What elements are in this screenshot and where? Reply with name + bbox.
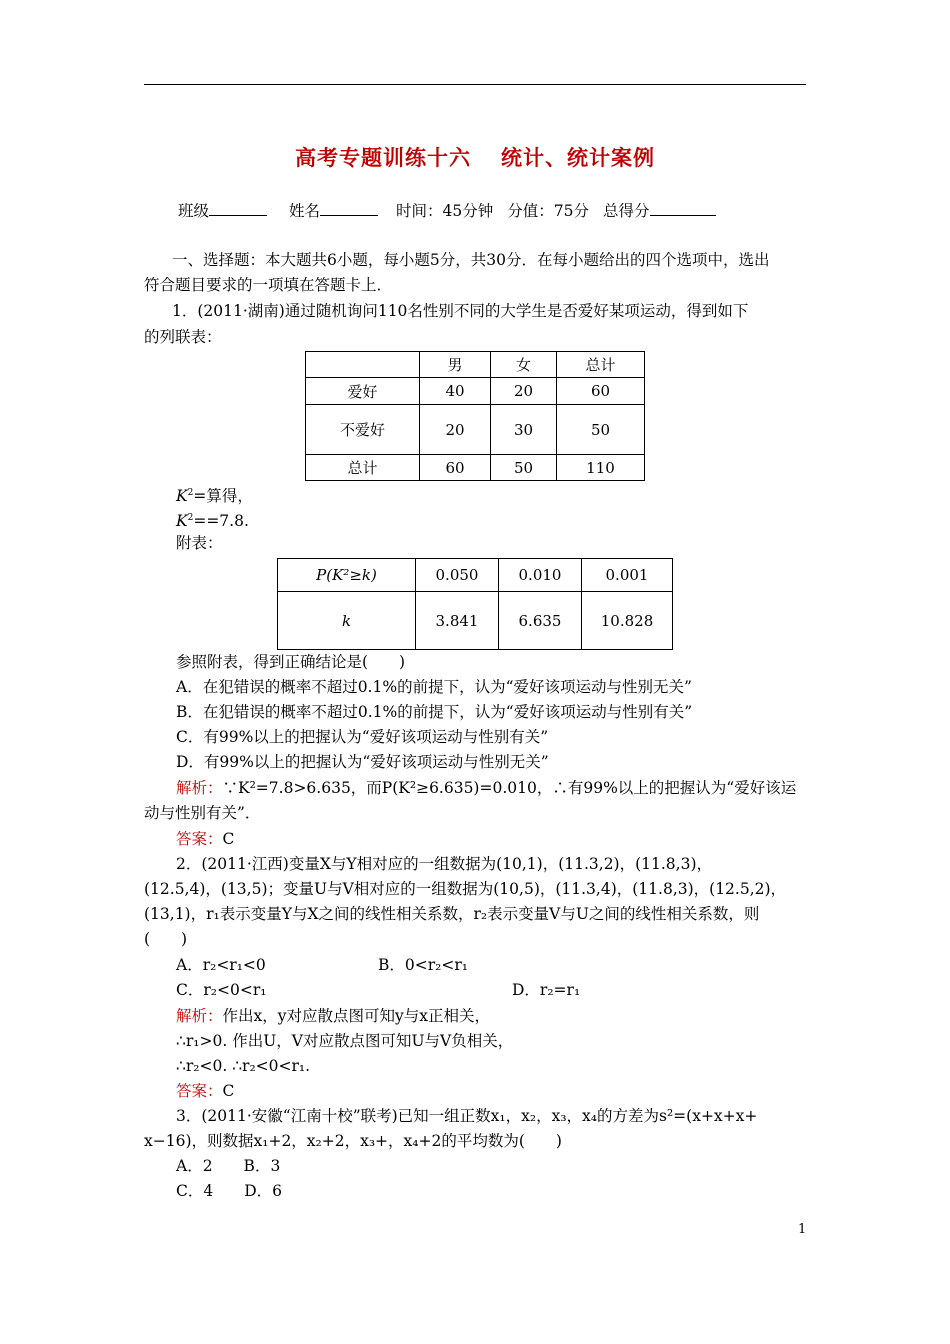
table2-cell: 3.841 (416, 592, 499, 650)
table1-header-cell: 女 (491, 352, 557, 378)
q1-option-d: D．有99%以上的把握认为“爱好该项运动与性别无关” (176, 753, 549, 771)
header-rule (144, 84, 806, 85)
q2-analysis-3: ∴r₂<0. ∴r₂<0<r₁. (176, 1057, 311, 1075)
table1-cell: 20 (491, 378, 557, 405)
table1-cell: 20 (420, 405, 491, 455)
score-label: 分值：75分 (507, 202, 589, 220)
q1-analysis-label: 解析： (176, 779, 223, 797)
table1-cell: 50 (491, 455, 557, 481)
q1-analysis-2: 动与性别有关”． (144, 804, 261, 822)
q2-stem-4: ( ) (144, 930, 188, 948)
q1-option-a: A．在犯错误的概率不超过0.1%的前提下，认为“爱好该项运动与性别无关” (176, 678, 692, 696)
table2-cell: 10.828 (582, 592, 673, 650)
table2-cell: 0.050 (416, 559, 499, 592)
q1-option-c: C．有99%以上的把握认为“爱好该项运动与性别有关” (176, 728, 549, 746)
table1-cell: 60 (420, 455, 491, 481)
q1-analysis-1: 解析：∵K²=7.8>6.635，而P(K²≥6.635)=0.010，∴有99%以上的把握认为“爱好该运 (176, 779, 797, 797)
appendix-label: 附表： (176, 534, 223, 552)
q3-stem-2: x−16)，则数据x₁+2，x₂+2，x₃+，x₄+2的平均数为( ) (144, 1132, 562, 1150)
q2-option-d: D．r₂=r₁ (512, 981, 581, 999)
name-label: 姓名 (289, 202, 321, 220)
table1-header-cell (306, 352, 420, 378)
title-main: 高考专题训练十六 (295, 145, 471, 170)
table1-header-cell: 男 (420, 352, 491, 378)
info-line (178, 201, 716, 221)
section-instruction-1: 一、选择题：本大题共6小题，每小题5分，共30分．在每小题给出的四个选项中，选出 (172, 251, 770, 269)
q1-answer: 答案：C (176, 830, 235, 848)
title-sub: 统计、统计案例 (501, 145, 655, 170)
table1-header-cell: 总计 (557, 352, 645, 378)
q2-analysis-1: 解析：作出x，y对应散点图可知y与x正相关， (176, 1007, 491, 1025)
q2-stem-2: (12.5,4)，(13,5)；变量U与V相对应的一组数据为(10,5)，(11.3,4)，(11.8,3)，(12.5,2)， (144, 880, 787, 898)
table1-row-label: 不爱好 (306, 405, 420, 455)
table2-row-label: k (278, 592, 416, 650)
q2-stem-1: 2．(2011·江西)变量X与Y相对应的一组数据为(10,1)，(11.3,2)，(11.8,3)， (176, 855, 712, 873)
table2-cell: 0.001 (582, 559, 673, 592)
q1-stem-2: 的列联表： (144, 328, 222, 346)
q2-option-c: C．r₂<0<r₁ (176, 981, 267, 999)
q1-stem-1: 1．(2011·湖南)通过随机询问110名性别不同的大学生是否爱好某项运动，得到如下 (172, 302, 749, 320)
table1-cell: 50 (557, 405, 645, 455)
q2-answer: 答案：C (176, 1082, 235, 1100)
k2-line-2: $K^2==7.8$. (176, 512, 249, 530)
q1-answer-label: 答案： (176, 830, 223, 848)
class-label: 班级 (178, 202, 210, 220)
k2-line-1: $K^2=$算得， (176, 487, 253, 505)
table1-cell: 110 (557, 455, 645, 481)
q2-analysis-label: 解析： (176, 1007, 223, 1025)
q3-options-cd: C．4 D．6 (176, 1182, 283, 1200)
q2-option-b: B．0<r₂<r₁ (378, 956, 468, 974)
class-blank (209, 201, 267, 216)
q3-stem-1: 3．(2011·安徽“江南十校”联考)已知一组正数x₁，x₂，x₃，x₄的方差为s²=(x+x+x+ (176, 1107, 758, 1125)
q2-option-a: A．r₂<r₁<0 (176, 956, 266, 974)
section-instruction-2: 符合题目要求的一项填在答题卡上． (144, 276, 393, 294)
table1-row-label: 爱好 (306, 378, 420, 405)
contingency-table (305, 351, 645, 481)
page-title (0, 142, 950, 172)
table1-cell: 40 (420, 378, 491, 405)
table2-p-label: P(K²≥k) (316, 566, 377, 584)
q2-analysis-2: ∴r₁>0. 作出U，V对应散点图可知U与V负相关， (176, 1032, 514, 1050)
total-blank (650, 201, 716, 216)
name-blank (320, 201, 378, 216)
q1-option-b: B．在犯错误的概率不超过0.1%的前提下，认为“爱好该项运动与性别有关” (176, 703, 693, 721)
q2-stem-3: (13,1)，r₁表示变量Y与X之间的线性相关系数，r₂表示变量V与U之间的线性相关系数，则 (144, 905, 760, 923)
total-label: 总得分 (603, 202, 650, 220)
table1-row-label: 总计 (306, 455, 420, 481)
page-number: 1 (798, 1222, 807, 1237)
table2-cell: 0.010 (499, 559, 582, 592)
table2-row-label (278, 559, 416, 592)
table1-cell: 60 (557, 378, 645, 405)
q3-options-ab: A．2 B．3 (176, 1157, 281, 1175)
table1-cell: 30 (491, 405, 557, 455)
q2-answer-label: 答案： (176, 1082, 223, 1100)
critical-value-table (277, 558, 673, 650)
table2-cell: 6.635 (499, 592, 582, 650)
time-label: 时间：45分钟 (396, 202, 494, 220)
q1-ask: 参照附表，得到正确结论是( ) (176, 653, 406, 671)
